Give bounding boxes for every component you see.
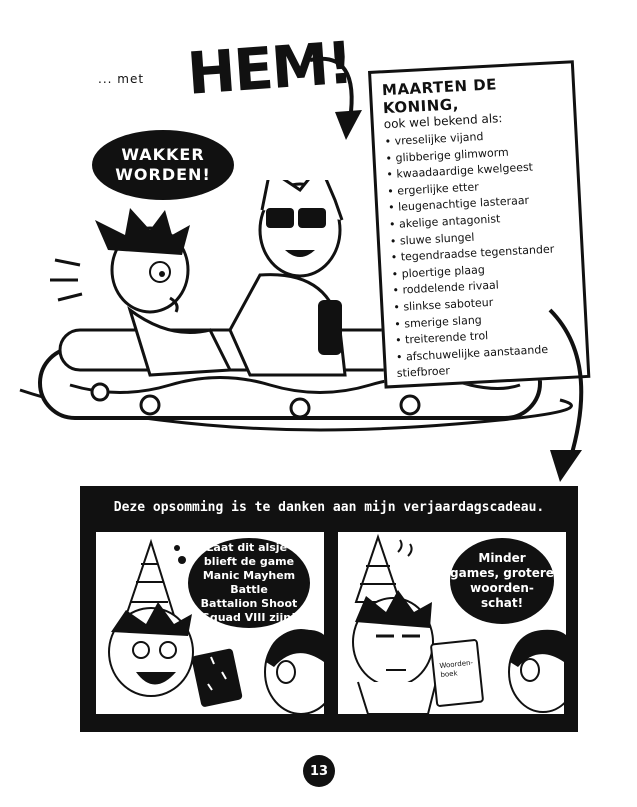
list-item: • leugenachtige lasteraar — [388, 191, 569, 217]
list-item: • afschuwelijke aanstaande stiefbroer — [396, 340, 577, 383]
list-subtitle: ook wel bekend als: — [383, 111, 503, 132]
list-item: • kwaadaardige kwelgeest — [386, 158, 567, 184]
list-item: • vreselijke vijand — [384, 125, 565, 151]
list-item: • smerige slang — [394, 307, 575, 333]
list-item: • ploertige plaag — [391, 257, 572, 283]
list-item: • glibberige glimworm — [385, 141, 566, 167]
comic-panel-strip — [80, 486, 578, 732]
list-item: • roddelende rivaal — [392, 274, 573, 300]
list-title: MAARTEN DE KONING, — [381, 75, 498, 118]
intro-met-text: ... met — [98, 72, 145, 86]
list-item: • tegendraadse tegenstander — [390, 241, 571, 267]
speech-bubble-wake: WAKKER WORDEN! — [92, 130, 234, 200]
panel-caption: Deze opsomming is te danken aan mijn verjaardagscadeau. — [113, 500, 545, 515]
comic-frame-right — [338, 532, 566, 714]
page-number-badge: 13 — [303, 755, 335, 787]
list-item: • sluwe slungel — [390, 224, 571, 250]
list-item: • treiterende trol — [395, 324, 576, 350]
intro-hem-text: HEM! — [185, 28, 354, 108]
speech-bubble-gift-wish: Laat dit alsje- blieft de game Manic Mayhem Battle Battalion Shoot Squad VIII zijn! — [188, 538, 310, 628]
speech-bubble-fewer-games: Minder games, grotere woorden- schat! — [450, 538, 554, 624]
curved-arrow-icon — [290, 40, 380, 150]
list-item: • akelige antagonist — [389, 208, 570, 234]
comic-frame-left — [96, 532, 324, 714]
curved-arrow-down-icon — [520, 300, 600, 485]
dictionary-book-label: Woorden- boek — [439, 658, 474, 680]
list-item: • ergerlijke etter — [387, 175, 568, 201]
list-item: • slinkse saboteur — [393, 291, 574, 317]
